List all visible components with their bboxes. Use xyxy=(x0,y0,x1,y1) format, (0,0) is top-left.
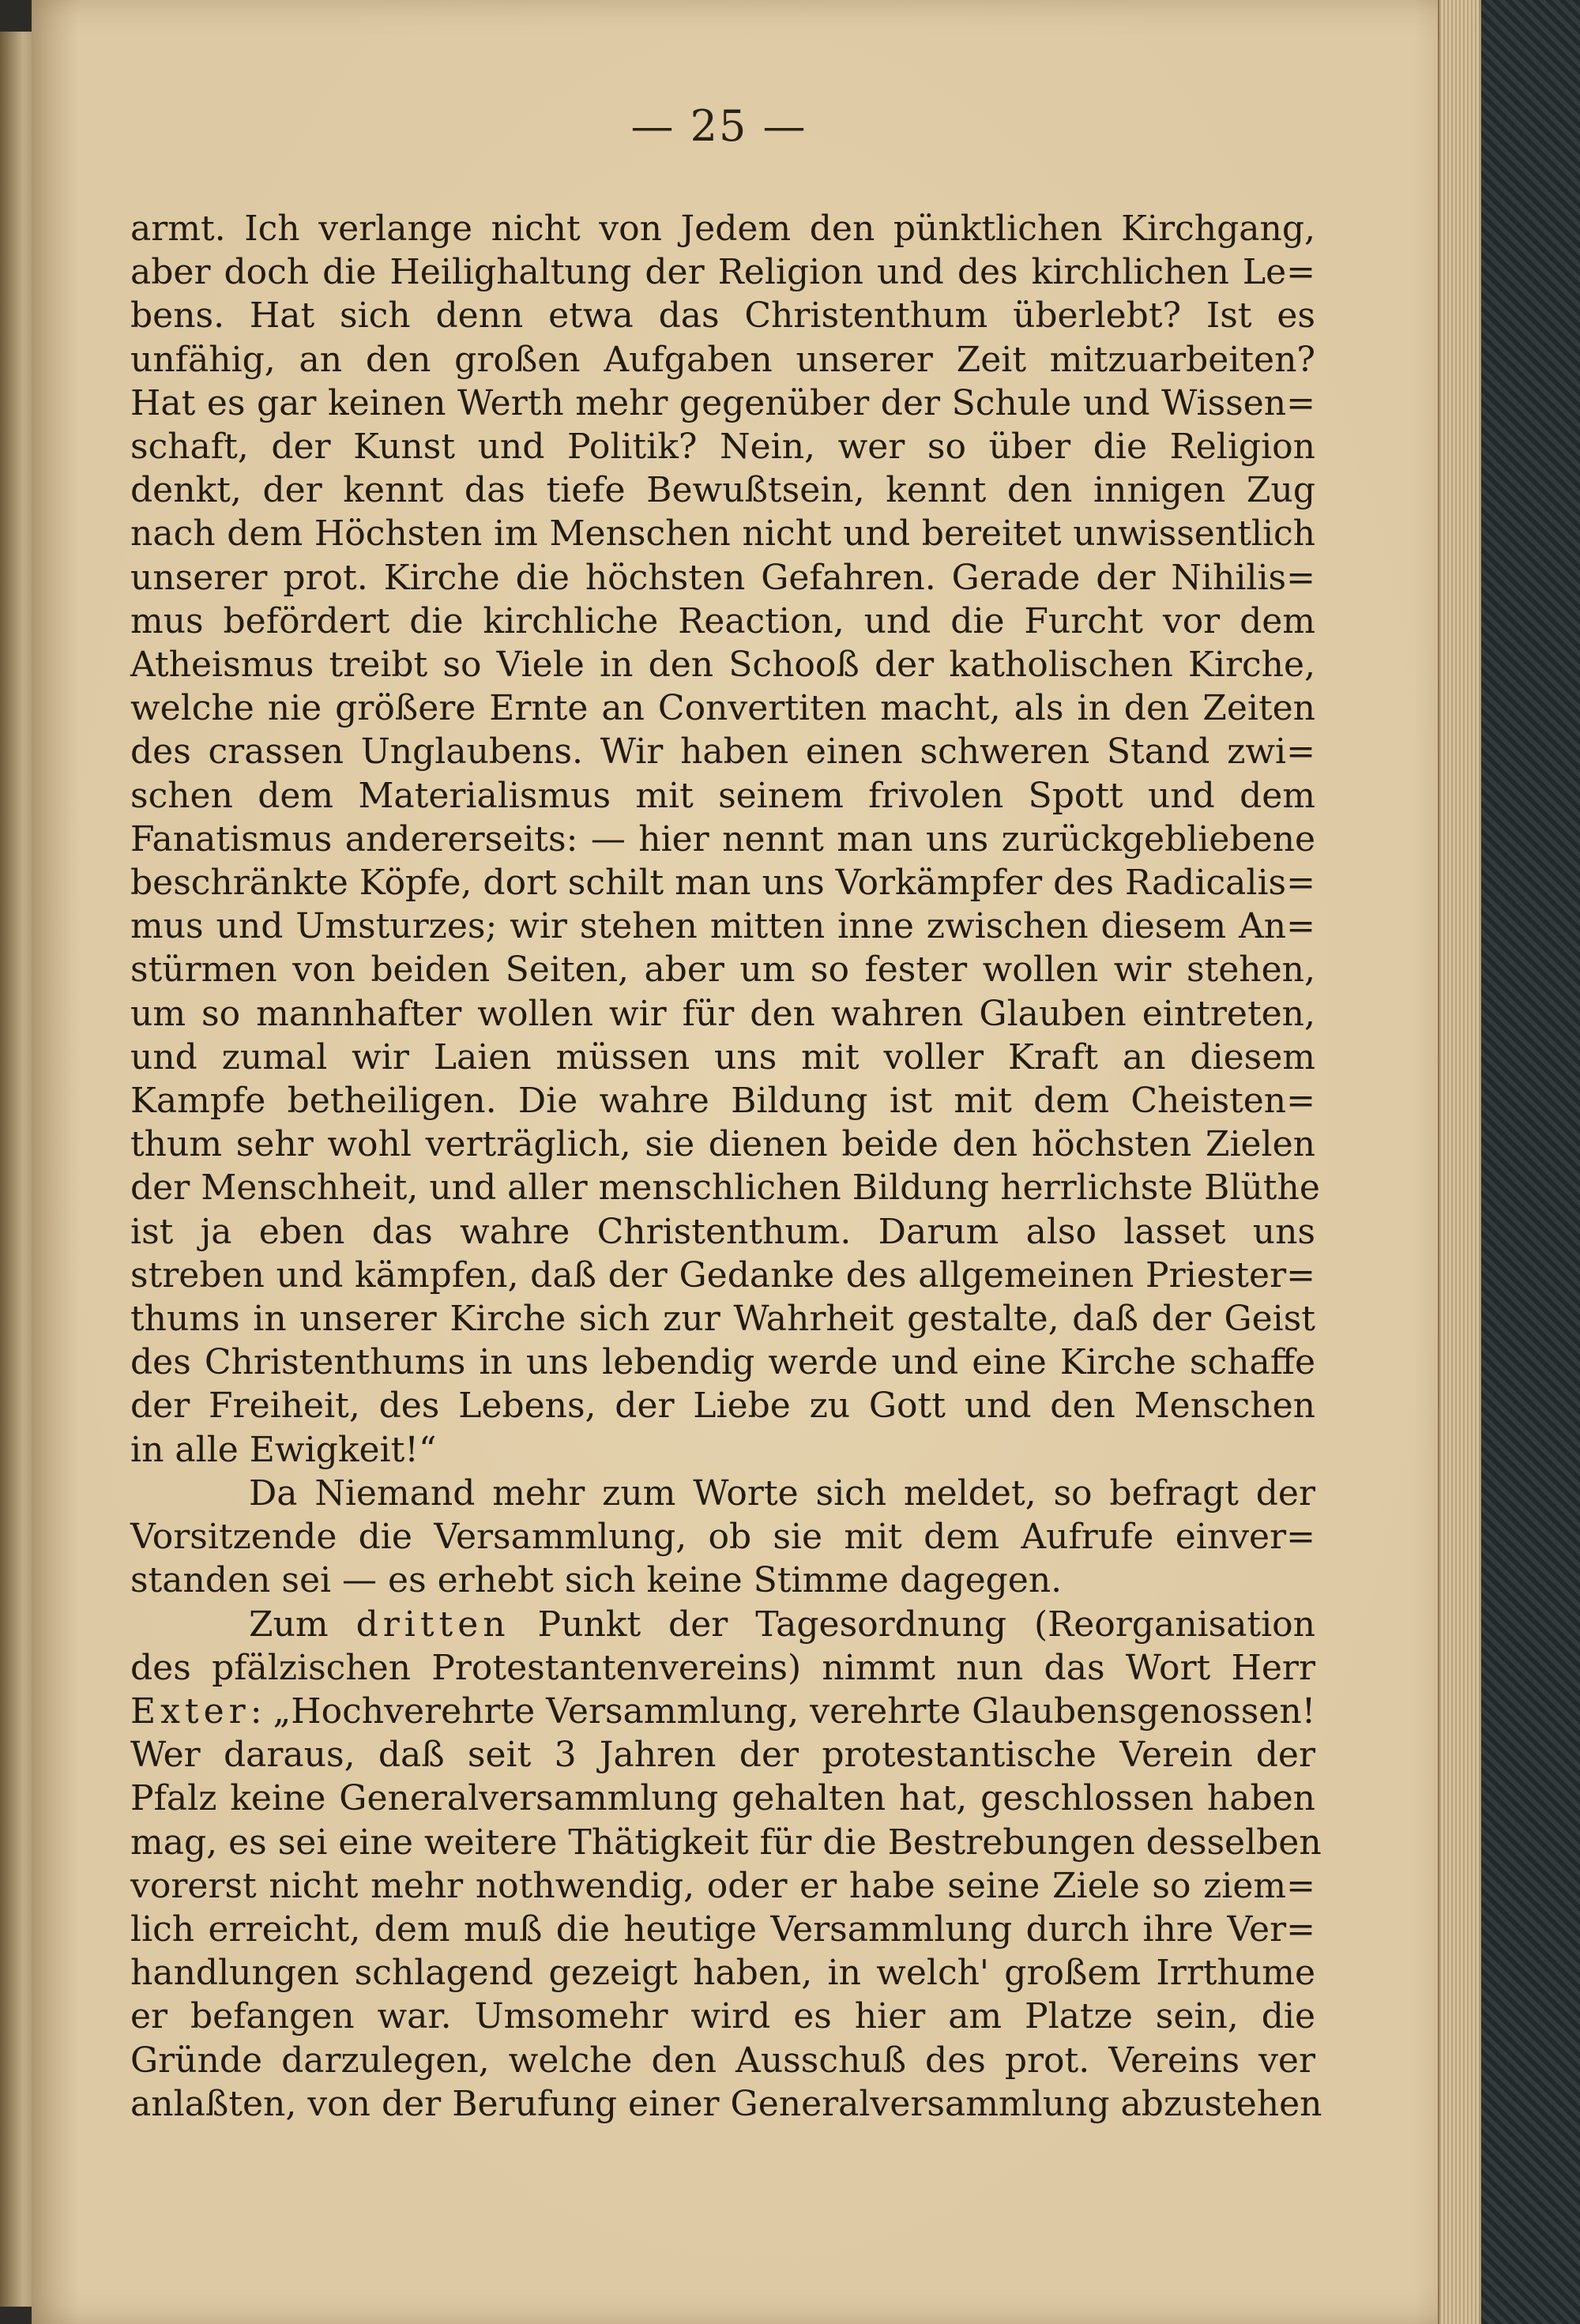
spaced-emphasis: Exter xyxy=(130,1690,250,1732)
text-line: er befangen war. Umsomehr wird es hier am Platze sein, die xyxy=(130,1996,1315,2037)
spaced-emphasis: dritten xyxy=(356,1604,510,1645)
text-line: mus und Umsturzes; wir stehen mitten inne zwischen diesem An= xyxy=(130,906,1315,947)
text-line: standen sei — es erhebt sich keine Stimme dagegen. xyxy=(130,1560,1063,1601)
text-line: Da Niemand mehr zum Worte sich meldet, so befragt der xyxy=(249,1472,1315,1514)
text-line: Atheismus treibt so Viele in den Schooß der katholischen Kirche, xyxy=(130,645,1315,686)
text-line: aber doch die Heilighaltung der Religion und des kirchlichen Le= xyxy=(130,252,1315,293)
facing-page-text-fragments xyxy=(3,237,35,2212)
text-line: bens. Hat sich denn etwa das Christenthum überlebt? Ist es xyxy=(130,295,1315,337)
text-line: denkt, der kennt das tiefe Bewußtsein, kennt den innigen Zug xyxy=(130,470,1315,511)
text-line: thum sehr wohl verträglich, sie dienen beide den höchsten Zielen xyxy=(130,1124,1315,1165)
text-line: streben und kämpfen, daß der Gedanke des allgemeinen Priester= xyxy=(130,1254,1315,1295)
text-line: des pfälzischen Protestantenvereins) nimmt nun das Wort Herr xyxy=(130,1647,1315,1688)
text-line: lich erreicht, dem muß die heutige Versammlung durch ihre Ver= xyxy=(130,1908,1315,1950)
text-line: mag, es sei eine weitere Thätigkeit für die Bestrebungen desselben xyxy=(130,1822,1322,1863)
text-line: vorerst nicht mehr nothwendig, oder er habe seine Ziele so ziem= xyxy=(130,1865,1315,1906)
text-fragment: Punkt der Tagesordnung (Reorganisation xyxy=(510,1604,1316,1645)
text-line: thums in unserer Kirche sich zur Wahrheit gestalte, daß der Geist xyxy=(130,1299,1315,1340)
text-line: schen dem Materialismus mit seinem frivolen Spott und dem xyxy=(130,775,1315,816)
text-line: schaft, der Kunst und Politik? Nein, wer so über die Religion xyxy=(130,427,1315,468)
text-line: der Menschheit, und aller menschlichen Bildung herrlichste Blüthe xyxy=(130,1168,1320,1209)
text-line: armt. Ich verlange nicht von Jedem den pünktlichen Kirchgang, xyxy=(130,209,1315,249)
text-line: und zumal wir Laien müssen uns mit voller Kraft an diesem xyxy=(130,1036,1315,1077)
text-line: beschränkte Köpfe, dort schilt man uns Vorkämpfer des Radicalis= xyxy=(130,863,1315,904)
text-fragment: Zum xyxy=(249,1604,356,1645)
text-line xyxy=(130,1690,1315,1733)
text-line: Wer daraus, daß seit 3 Jahren der protestantische Verein der xyxy=(130,1735,1315,1776)
text-line: mus befördert die kirchliche Reaction, und die Furcht vor dem xyxy=(130,600,1315,641)
text-line xyxy=(130,1603,1315,1646)
page-edges xyxy=(1438,0,1479,2324)
text-line: der Freiheit, des Lebens, der Liebe zu Gott und den Menschen xyxy=(130,1386,1315,1427)
text-line: Fanatismus andererseits: — hier nennt man uns zurückgebliebene xyxy=(130,818,1315,859)
body-text xyxy=(130,207,1322,2126)
text-line: um so mannhafter wollen wir für den wahren Glauben eintreten, xyxy=(130,993,1315,1034)
text-fragment: : „Hochverehrte Versammlung, verehrte Glaubensgenossen! xyxy=(250,1690,1316,1732)
text-line: stürmen von beiden Seiten, aber um so fester wollen wir stehen, xyxy=(130,950,1315,991)
text-line: Pfalz keine Generalversammlung gehalten hat, geschlossen haben xyxy=(130,1778,1315,1819)
text-line: anlaßten, von der Berufung einer Generalversammlung abzustehen xyxy=(130,2083,1322,2124)
text-line: handlungen schlagend gezeigt haben, in welch' großem Irrthume xyxy=(130,1953,1315,1994)
text-line: Hat es gar keinen Werth mehr gegenüber der Schule und Wissen= xyxy=(130,382,1315,423)
text-line: ist ja eben das wahre Christenthum. Darum also lasset uns xyxy=(130,1211,1315,1252)
book-binding xyxy=(1469,0,1580,2324)
text-line: Kampfe betheiligen. Die wahre Bildung ist mit dem Cheisten= xyxy=(130,1081,1315,1122)
text-line: welche nie größere Ernte an Convertiten macht, als in den Zeiten xyxy=(130,688,1315,729)
text-line: des crassen Unglaubens. Wir haben einen schweren Stand zwi= xyxy=(130,731,1315,773)
text-line: nach dem Höchsten im Menschen nicht und bereitet unwissentlich xyxy=(130,513,1315,555)
text-line: Gründe darzulegen, welche den Ausschuß des prot. Vereins ver xyxy=(130,2040,1315,2081)
page-number: — 25 — xyxy=(630,101,807,151)
text-line: in alle Ewigkeit!“ xyxy=(130,1429,437,1470)
text-line: unserer prot. Kirche die höchsten Gefahren. Gerade der Nihilis= xyxy=(130,557,1315,598)
text-line: unfähig, an den großen Aufgaben unserer Zeit mitzuarbeiten? xyxy=(130,339,1315,380)
text-line: des Christenthums in uns lebendig werde und eine Kirche schaffe xyxy=(130,1342,1315,1383)
text-line: Vorsitzende die Versammlung, ob sie mit dem Aufrufe einver= xyxy=(130,1517,1315,1558)
